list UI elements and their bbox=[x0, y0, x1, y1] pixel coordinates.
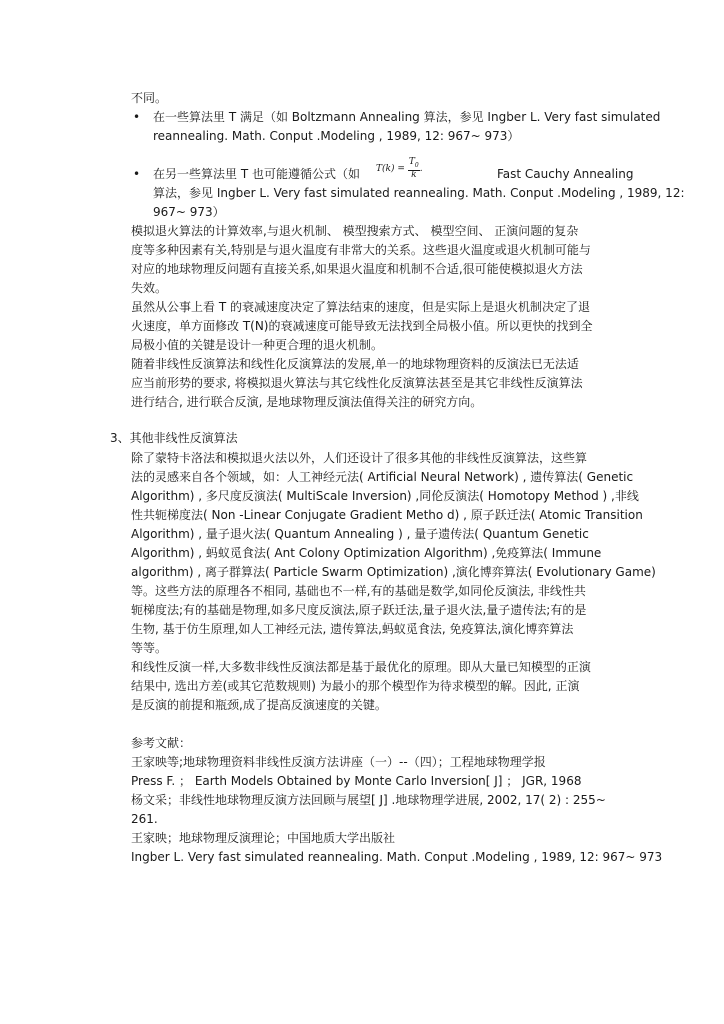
paragraph-4-line: Algorithm) , 蚂蚁觅食法( Ant Colony Optimization Algorithm) ,免疫算法( Immune bbox=[131, 546, 602, 560]
formula-tail: . bbox=[419, 163, 423, 174]
paragraph-4-line: 性共轭梯度法( Non -Linear Conjugate Gradient Metho d) , 原子跃迁法( Atomic Transition bbox=[131, 508, 643, 522]
bullet-2-line-1-pre: 在另一些算法里 T 也可能遵循公式（如 bbox=[153, 167, 360, 181]
paragraph-1-line: 对应的地球物理反问题有直接关系,如果退火温度和机制不合适,很可能使模拟退火方法 bbox=[131, 262, 583, 276]
bullet-1-line-1: 在一些算法里 T 满足（如 Boltzmann Annealing 算法，参见 Ingber L. Very fast simulated bbox=[153, 110, 661, 124]
paragraph-5-line: 是反演的前提和瓶颈,成了提高反演速度的关键。 bbox=[131, 698, 387, 712]
bullet-1-line-2: reannealing. Math. Conput .Modeling , 1989, 12: 967~ 973） bbox=[153, 129, 520, 143]
formula-fraction bbox=[408, 158, 420, 180]
formula-numerator: $T_0$ bbox=[408, 157, 419, 169]
reference-item: 261. bbox=[131, 812, 158, 826]
bullet-2-line-3: 967~ 973） bbox=[153, 205, 225, 219]
bullet-dot-1: • bbox=[133, 110, 141, 124]
references-title: 参考文献： bbox=[131, 736, 192, 750]
paragraph-4-line: Algorithm) , 多尺度反演法( MultiScale Inversion) ,同伦反演法( Homotopy Method ) ,非线 bbox=[131, 489, 639, 503]
paragraph-1-line: 度等多种因素有关,特别是与退火温度有非常大的关系。这些退火温度或退火机制可能与 bbox=[131, 243, 591, 257]
paragraph-4-line: 轭梯度法;有的基础是物理,如多尺度反演法,原子跃迁法,量子退火法,量子遗传法;有的是 bbox=[131, 603, 587, 617]
bullet-2-line-2: 算法，参见 Ingber L. Very fast simulated reannealing. Math. Conput .Modeling , 1989, 12: bbox=[153, 186, 685, 200]
reference-item: Ingber L. Very fast simulated reannealing. Math. Conput .Modeling , 1989, 12: 967~ 973 bbox=[131, 850, 663, 864]
paragraph-2-line: 局极小值的关键是设计一种更合理的退火机制。 bbox=[131, 338, 384, 352]
reference-item: 王家映等;地球物理资料非线性反演方法讲座（一）--（四）；工程地球物理学报 bbox=[131, 755, 546, 769]
paragraph-4-line: Algorithm) , 量子退火法( Quantum Annealing ) , 量子遗传法( Quantum Genetic bbox=[131, 527, 589, 541]
formula-lhs: T(k) = bbox=[376, 163, 405, 174]
paragraph-4-line: algorithm) , 离子群算法( Particle Swarm Optimization) ,演化博弈算法( Evolutionary Game) bbox=[131, 565, 656, 579]
paragraph-1-line: 模拟退火算法的计算效率,与退火机制、 模型搜索方式、 模型空间、 正演问题的复杂 bbox=[131, 224, 579, 238]
paragraph-5-line: 和线性反演一样,大多数非线性反演法都是基于最优化的原理。即从大量已知模型的正演 bbox=[131, 660, 591, 674]
paragraph-2-line: 虽然从公事上看 T 的衰减速度决定了算法结束的速度，但是实际上是退火机制决定了退 bbox=[131, 300, 590, 314]
paragraph-5-line: 结果中, 选出方差(或其它范数规则) 为最小的那个模型作为待求模型的解。因此, 正演 bbox=[131, 679, 580, 693]
bullet-2-line-1-post: Fast Cauchy Annealing bbox=[497, 167, 634, 181]
annealing-formula bbox=[376, 158, 423, 180]
paragraph-4-line: 生物, 基于仿生原理,如人工神经元法, 遗传算法,蚂蚁觅食法, 免疫算法,演化博弈算法 bbox=[131, 622, 574, 636]
paragraph-2-line: 火速度，单方面修改 T(N)的衰减速度可能导致无法找到全局极小值。所以更快的找到全 bbox=[131, 319, 593, 333]
formula-denominator: k bbox=[411, 169, 417, 180]
paragraph-3-line: 随着非线性反演算法和线性化反演算法的发展,单一的地球物理资料的反演法已无法适 bbox=[131, 357, 579, 371]
paragraph-1-line: 失效。 bbox=[131, 281, 168, 295]
reference-item: 杨文采；非线性地球物理反演方法回顾与展望[ J] .地球物理学进展, 2002, 17( 2) : 255~ bbox=[131, 793, 606, 807]
reference-item: Press F. ； Earth Models Obtained by Monte Carlo Inversion[ J] ； JGR, 1968 bbox=[131, 774, 582, 788]
reference-item: 王家映；地球物理反演理论；中国地质大学出版社 bbox=[131, 831, 396, 845]
paragraph-4-line: 除了蒙特卡洛法和模拟退火法以外，人们还设计了很多其他的非线性反演算法，这些算 bbox=[131, 451, 588, 465]
paragraph-3-line: 进行结合, 进行联合反演, 是地球物理反演法值得关注的研究方向。 bbox=[131, 395, 483, 409]
paragraph-4-line: 法的灵感来自各个领域，如：人工神经元法( Artificial Neural Network) , 遗传算法( Genetic bbox=[131, 470, 634, 484]
paragraph-4-line: 等。这些方法的原理各不相同, 基础也不一样,有的基础是数学,如同伦反演法, 非线性共 bbox=[131, 584, 586, 598]
section-heading: 3、其他非线性反演算法 bbox=[110, 431, 238, 445]
bullet-dot-2: • bbox=[133, 167, 141, 181]
paragraph-3-line: 应当前形势的要求, 将模拟退火算法与其它线性化反演算法甚至是其它非线性反演算法 bbox=[131, 376, 583, 390]
paragraph-4-line: 等等。 bbox=[131, 641, 168, 655]
intro-line: 不同。 bbox=[131, 91, 168, 105]
